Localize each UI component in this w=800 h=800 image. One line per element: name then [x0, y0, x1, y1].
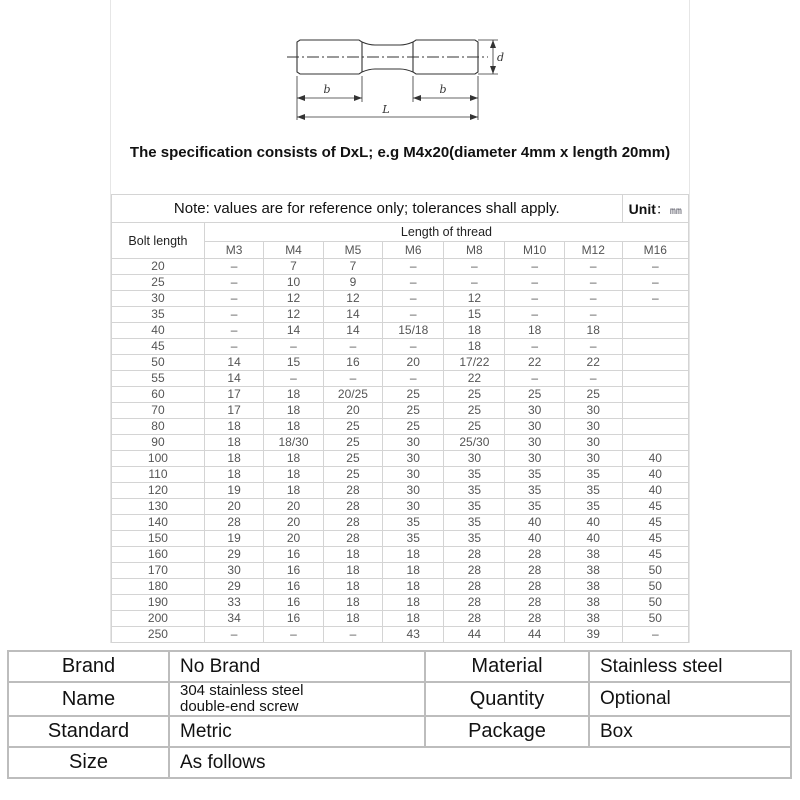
size-column-header: M4	[264, 242, 323, 259]
thread-length-cell: 38	[564, 579, 622, 595]
thread-length-cell: 22	[505, 355, 564, 371]
info-value-line: double-end screw	[180, 698, 299, 715]
b-left-label: b	[322, 83, 331, 96]
info-label: Size	[8, 747, 169, 778]
thread-length-cell: 28	[444, 563, 505, 579]
thread-length-cell: 38	[564, 563, 622, 579]
bolt-length-cell: 110	[112, 467, 205, 483]
table-row	[112, 339, 689, 355]
thread-length-cell: 20	[264, 515, 323, 531]
thread-length-cell: 43	[383, 627, 444, 643]
thread-length-cell: 18	[264, 483, 323, 499]
thread-length-cell: 7	[323, 259, 382, 275]
thread-length-cell: 50	[622, 611, 688, 627]
table-row	[112, 451, 689, 467]
thread-length-cell: 29	[204, 547, 263, 563]
thread-length-cell: –	[505, 291, 564, 307]
bolt-length-cell: 200	[112, 611, 205, 627]
thread-length-cell: 28	[505, 547, 564, 563]
thread-length-cell: 28	[505, 595, 564, 611]
bolt-length-header: Bolt length	[112, 223, 205, 259]
thread-length-cell: 30	[383, 499, 444, 515]
thread-length-cell: 12	[264, 307, 323, 323]
thread-length-cell: 25	[323, 451, 382, 467]
thread-length-cell: 40	[622, 451, 688, 467]
thread-length-cell: 30	[383, 467, 444, 483]
thread-length-cell: 18	[564, 323, 622, 339]
thread-length-cell: 29	[204, 579, 263, 595]
info-label: Quantity	[425, 682, 589, 716]
thread-length-cell: –	[204, 323, 263, 339]
unit-value: mm	[669, 205, 682, 217]
thread-length-cell: 16	[264, 547, 323, 563]
thread-length-cell: 25	[444, 403, 505, 419]
thread-length-cell: 28	[323, 531, 382, 547]
info-label: Name	[8, 682, 169, 716]
table-row	[112, 291, 689, 307]
table-row	[112, 259, 689, 275]
table-row	[112, 419, 689, 435]
stud-drawing-svg	[283, 24, 518, 124]
thread-length-cell: 18	[323, 547, 382, 563]
thread-length-cell: 30	[204, 563, 263, 579]
thread-length-cell: 34	[204, 611, 263, 627]
thread-length-cell: 35	[505, 499, 564, 515]
size-column-header: M12	[564, 242, 622, 259]
thread-length-cell: 35	[383, 515, 444, 531]
thread-length-cell: 18	[264, 403, 323, 419]
size-column-header: M6	[383, 242, 444, 259]
thread-length-cell: –	[622, 259, 688, 275]
thread-length-cell: 16	[264, 595, 323, 611]
info-label: Material	[425, 651, 589, 682]
thread-length-cell	[622, 419, 688, 435]
thread-length-cell: –	[204, 307, 263, 323]
thread-length-cell: 40	[564, 531, 622, 547]
product-info-table	[7, 650, 792, 779]
thread-length-cell: –	[564, 307, 622, 323]
bolt-length-cell: 140	[112, 515, 205, 531]
thread-length-cell: 20	[323, 403, 382, 419]
thread-length-cell	[622, 435, 688, 451]
thread-length-cell: 18	[323, 563, 382, 579]
bolt-length-cell: 100	[112, 451, 205, 467]
thread-length-cell: 20/25	[323, 387, 382, 403]
thread-length-cell: 18	[264, 387, 323, 403]
thread-length-cell: 25	[505, 387, 564, 403]
group-header-row	[112, 223, 689, 242]
unit-label: Unit	[628, 200, 656, 217]
thread-length-cell: 33	[204, 595, 263, 611]
bolt-length-cell: 90	[112, 435, 205, 451]
table-row	[112, 627, 689, 643]
unit-cell	[622, 195, 688, 223]
thread-length-cell: 10	[264, 275, 323, 291]
thread-length-cell	[622, 371, 688, 387]
thread-length-cell: –	[383, 307, 444, 323]
thread-length-cell: 30	[383, 451, 444, 467]
thread-length-cell: 12	[264, 291, 323, 307]
thread-length-cell: 30	[564, 419, 622, 435]
table-row	[112, 307, 689, 323]
thread-length-cell: –	[204, 275, 263, 291]
thread-length-cell: 15	[444, 307, 505, 323]
bolt-length-cell: 40	[112, 323, 205, 339]
thread-length-cell: 30	[383, 483, 444, 499]
thread-length-cell: 45	[622, 547, 688, 563]
thread-length-cell: –	[622, 275, 688, 291]
thread-length-cell: 45	[622, 515, 688, 531]
thread-length-cell: 35	[444, 467, 505, 483]
info-table-body	[8, 651, 791, 778]
info-value: Box	[589, 716, 791, 747]
thread-length-cell: 14	[204, 355, 263, 371]
thread-length-cell: –	[323, 627, 382, 643]
thread-length-cell	[622, 307, 688, 323]
thread-length-cell: 30	[383, 435, 444, 451]
thread-length-cell: 12	[323, 291, 382, 307]
bolt-length-cell: 35	[112, 307, 205, 323]
bolt-length-cell: 250	[112, 627, 205, 643]
thread-length-cell: –	[323, 339, 382, 355]
thread-length-cell: 18	[264, 419, 323, 435]
bolt-length-cell: 130	[112, 499, 205, 515]
thread-length-table	[111, 194, 689, 643]
thread-length-cell: 45	[622, 531, 688, 547]
thread-length-cell: 28	[323, 483, 382, 499]
thread-length-cell: 16	[264, 563, 323, 579]
thread-length-cell: 30	[564, 435, 622, 451]
table-row	[112, 547, 689, 563]
thread-length-cell: 25	[323, 435, 382, 451]
table-row	[112, 563, 689, 579]
thread-length-cell: 20	[264, 531, 323, 547]
thread-length-cell: 28	[444, 579, 505, 595]
thread-length-cell: 35	[505, 483, 564, 499]
info-row	[8, 716, 791, 747]
unit-colon: ：	[655, 200, 670, 217]
thread-length-cell: 16	[323, 355, 382, 371]
thread-length-cell: –	[383, 275, 444, 291]
thread-length-cell: –	[204, 627, 263, 643]
bolt-length-cell: 190	[112, 595, 205, 611]
table-row	[112, 387, 689, 403]
thread-length-cell: 50	[622, 579, 688, 595]
thread-length-cell: 28	[505, 563, 564, 579]
bolt-length-cell: 150	[112, 531, 205, 547]
table-row	[112, 515, 689, 531]
thread-length-cell: –	[622, 291, 688, 307]
info-value: Optional	[589, 682, 791, 716]
thread-length-cell: 18	[444, 339, 505, 355]
thread-length-cell: 19	[204, 531, 263, 547]
thread-length-cell: 44	[505, 627, 564, 643]
thread-length-cell: 14	[323, 323, 382, 339]
thread-length-cell: –	[622, 627, 688, 643]
specification-text: The specification consists of DxL; e.g M4x20(diameter 4mm x length 20mm)	[129, 144, 671, 161]
thread-length-cell	[622, 339, 688, 355]
thread-length-cell: 50	[622, 595, 688, 611]
d-label: d	[496, 51, 504, 64]
thread-length-cell: 25	[323, 419, 382, 435]
stud-diagram	[111, 0, 689, 124]
info-row	[8, 682, 791, 716]
thread-length-cell: –	[204, 259, 263, 275]
thread-length-cell	[622, 323, 688, 339]
info-row	[8, 651, 791, 682]
note-text: Note: values are for reference only; tolerances shall apply.	[112, 195, 623, 223]
bolt-length-cell: 45	[112, 339, 205, 355]
size-column-header: M5	[323, 242, 382, 259]
thread-length-cell: 40	[505, 531, 564, 547]
thread-length-cell: 28	[505, 579, 564, 595]
spec-panel	[110, 0, 690, 643]
bolt-length-cell: 55	[112, 371, 205, 387]
thread-length-cell: 35	[444, 531, 505, 547]
thread-length-cell: –	[444, 259, 505, 275]
thread-length-cell: 18	[204, 451, 263, 467]
thread-length-cell: 39	[564, 627, 622, 643]
info-label: Brand	[8, 651, 169, 682]
table-row	[112, 275, 689, 291]
thread-length-cell: 18	[383, 563, 444, 579]
table-row	[112, 435, 689, 451]
thread-length-cell: –	[383, 339, 444, 355]
thread-length-cell: 18	[383, 579, 444, 595]
thread-length-cell	[622, 387, 688, 403]
bolt-length-cell: 30	[112, 291, 205, 307]
thread-length-cell: –	[383, 259, 444, 275]
thread-length-cell: –	[564, 259, 622, 275]
thread-length-cell: 16	[264, 611, 323, 627]
thread-length-cell: 30	[505, 419, 564, 435]
bolt-length-cell: 70	[112, 403, 205, 419]
thread-length-cell: 28	[444, 611, 505, 627]
bolt-length-cell: 60	[112, 387, 205, 403]
thread-length-cell: 30	[505, 451, 564, 467]
table-row	[112, 531, 689, 547]
thread-length-cell: 40	[505, 515, 564, 531]
bolt-length-cell: 25	[112, 275, 205, 291]
thread-length-cell: –	[505, 307, 564, 323]
thread-length-cell: 15/18	[383, 323, 444, 339]
thread-length-cell: –	[383, 371, 444, 387]
note-row	[112, 195, 689, 223]
b-right-label: b	[438, 83, 447, 96]
thread-length-cell: 40	[622, 467, 688, 483]
info-row-size	[8, 747, 791, 778]
thread-length-cell: 25	[444, 387, 505, 403]
thread-length-cell: 18	[383, 611, 444, 627]
thread-length-cell: 9	[323, 275, 382, 291]
thread-length-cell: 18	[264, 467, 323, 483]
thread-length-cell: 14	[264, 323, 323, 339]
thread-length-cell: 18	[204, 467, 263, 483]
thread-length-cell: 35	[444, 499, 505, 515]
thread-length-cell: –	[564, 291, 622, 307]
thread-length-cell: 18	[383, 595, 444, 611]
thread-length-cell: 30	[505, 403, 564, 419]
thread-length-cell: –	[564, 275, 622, 291]
thread-length-cell: 18	[204, 435, 263, 451]
thread-length-cell: 18	[264, 451, 323, 467]
thread-length-cell: 35	[564, 483, 622, 499]
thread-length-cell: 16	[264, 579, 323, 595]
thread-length-cell: 25/30	[444, 435, 505, 451]
thread-length-cell: 18	[323, 595, 382, 611]
thread-length-cell: 20	[264, 499, 323, 515]
bolt-length-cell: 170	[112, 563, 205, 579]
info-value-line: 304 stainless steel	[180, 682, 304, 699]
table-row	[112, 611, 689, 627]
thread-length-cell: 38	[564, 595, 622, 611]
thread-length-cell: 30	[505, 435, 564, 451]
bolt-length-cell: 180	[112, 579, 205, 595]
size-column-header: M10	[505, 242, 564, 259]
thread-length-cell: 22	[444, 371, 505, 387]
thread-length-cell: 25	[444, 419, 505, 435]
thread-length-cell: –	[505, 339, 564, 355]
table-row	[112, 483, 689, 499]
info-label: Standard	[8, 716, 169, 747]
thread-length-cell: 18	[505, 323, 564, 339]
thread-length-cell: –	[264, 339, 323, 355]
thread-length-cell: 19	[204, 483, 263, 499]
thread-length-cell: 35	[505, 467, 564, 483]
thread-length-cell: 44	[444, 627, 505, 643]
thread-length-cell: –	[204, 339, 263, 355]
table-row	[112, 579, 689, 595]
thread-length-cell: –	[564, 339, 622, 355]
info-value: Stainless steel	[589, 651, 791, 682]
thread-length-cell: 35	[564, 499, 622, 515]
thread-length-cell: –	[323, 371, 382, 387]
table-row	[112, 403, 689, 419]
length-of-thread-header: Length of thread	[204, 223, 688, 242]
thread-length-cell: 25	[564, 387, 622, 403]
thread-length-cell: 28	[444, 595, 505, 611]
table-row	[112, 499, 689, 515]
thread-length-cell: 18	[444, 323, 505, 339]
table-row	[112, 467, 689, 483]
thread-length-cell: –	[505, 371, 564, 387]
bolt-length-cell: 160	[112, 547, 205, 563]
table-row	[112, 355, 689, 371]
thread-length-cell: –	[204, 291, 263, 307]
thread-length-cell: 50	[622, 563, 688, 579]
thread-length-cell: 7	[264, 259, 323, 275]
size-column-header: M16	[622, 242, 688, 259]
thread-length-cell: 28	[204, 515, 263, 531]
thread-length-cell: –	[444, 275, 505, 291]
thread-table-body	[112, 259, 689, 643]
thread-length-cell: 45	[622, 499, 688, 515]
thread-length-cell: 14	[204, 371, 263, 387]
l-label: L	[381, 103, 390, 116]
thread-length-cell: 28	[505, 611, 564, 627]
thread-length-cell	[622, 355, 688, 371]
thread-length-cell: 35	[383, 531, 444, 547]
thread-length-cell: 38	[564, 547, 622, 563]
thread-length-cell: 18/30	[264, 435, 323, 451]
thread-length-cell: 28	[323, 499, 382, 515]
info-label: Package	[425, 716, 589, 747]
thread-length-cell: –	[505, 259, 564, 275]
thread-length-cell: 18	[204, 419, 263, 435]
size-column-header: M3	[204, 242, 263, 259]
thread-length-cell: 18	[383, 547, 444, 563]
thread-length-cell: 17	[204, 403, 263, 419]
thread-length-cell: 22	[564, 355, 622, 371]
thread-length-cell: –	[564, 371, 622, 387]
info-value: No Brand	[169, 651, 425, 682]
table-row	[112, 323, 689, 339]
thread-length-cell: 20	[204, 499, 263, 515]
thread-length-cell: –	[505, 275, 564, 291]
thread-length-cell: –	[383, 291, 444, 307]
thread-length-cell: 30	[564, 451, 622, 467]
thread-length-cell: 20	[383, 355, 444, 371]
thread-length-cell: 12	[444, 291, 505, 307]
thread-length-cell: 30	[564, 403, 622, 419]
thread-length-cell: 25	[323, 467, 382, 483]
thread-length-cell: 18	[323, 611, 382, 627]
thread-length-cell: 30	[444, 451, 505, 467]
table-row	[112, 595, 689, 611]
thread-length-cell: –	[264, 627, 323, 643]
info-value	[169, 682, 425, 716]
thread-length-cell: 38	[564, 611, 622, 627]
thread-length-cell: 28	[444, 547, 505, 563]
thread-length-cell: 40	[564, 515, 622, 531]
table-row	[112, 371, 689, 387]
thread-length-cell: 35	[444, 483, 505, 499]
thread-length-cell: 25	[383, 419, 444, 435]
bolt-length-cell: 50	[112, 355, 205, 371]
thread-length-cell: 25	[383, 403, 444, 419]
size-column-header: M8	[444, 242, 505, 259]
thread-length-cell: 28	[323, 515, 382, 531]
info-value: Metric	[169, 716, 425, 747]
thread-length-cell: 18	[323, 579, 382, 595]
thread-length-cell	[622, 403, 688, 419]
thread-length-cell: 25	[383, 387, 444, 403]
bolt-length-cell: 80	[112, 419, 205, 435]
thread-length-cell: 14	[323, 307, 382, 323]
thread-length-cell: 40	[622, 483, 688, 499]
thread-length-cell: 35	[444, 515, 505, 531]
thread-length-cell: 15	[264, 355, 323, 371]
thread-length-cell: 17	[204, 387, 263, 403]
info-value-size: As follows	[169, 747, 791, 778]
bolt-length-cell: 120	[112, 483, 205, 499]
thread-length-cell: –	[264, 371, 323, 387]
thread-length-cell: 35	[564, 467, 622, 483]
bolt-length-cell: 20	[112, 259, 205, 275]
thread-length-cell: 17/22	[444, 355, 505, 371]
